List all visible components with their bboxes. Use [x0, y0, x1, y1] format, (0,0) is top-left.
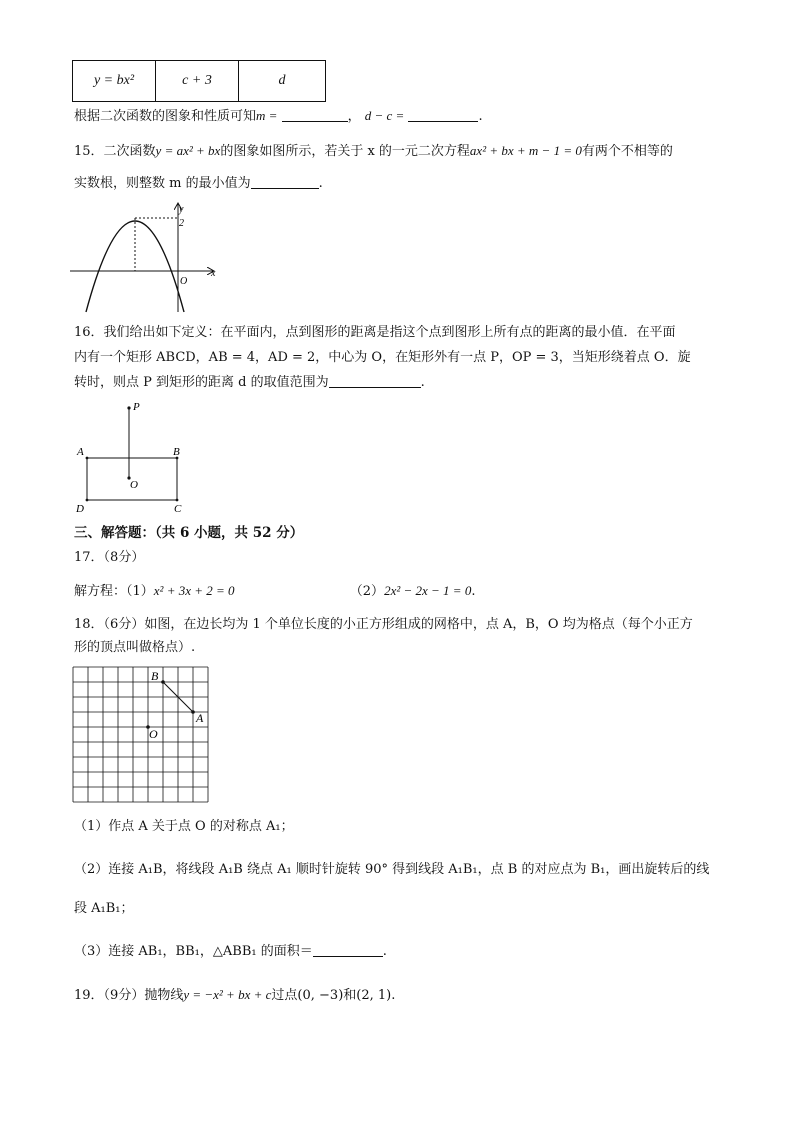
- point-c: [176, 499, 179, 502]
- label-d: D: [76, 503, 84, 515]
- x-label: x: [211, 268, 216, 279]
- q15-parabola-figure: [68, 200, 228, 315]
- q18-grid-figure: [68, 662, 218, 804]
- q16-line-2: 内有一个矩形 ABCD，AB = 4，AD = 2，中心为 O，在矩形外有一点 P，OP = 3，当矩形绕着点 O．旋: [74, 350, 691, 365]
- q18-blank[interactable]: [313, 942, 383, 957]
- label-a: A: [196, 711, 204, 725]
- grid-lines: [73, 667, 208, 802]
- q15-blank[interactable]: [251, 174, 319, 189]
- q14-dc-blank[interactable]: [408, 107, 478, 122]
- point-a: [86, 457, 89, 460]
- q17-head: 17．（8分）: [74, 550, 145, 565]
- label-p: P: [133, 401, 140, 413]
- q18-line-1: 18．（6分）如图，在边长均为 1 个单位长度的小正方形组成的网格中，点 A，B，O 均为格点（每个小正方: [74, 617, 693, 632]
- q18-part-3: （3）连接 AB₁，BB₁，△ABB₁ 的面积＝ .: [74, 944, 387, 959]
- label-o: O: [130, 479, 138, 491]
- q14-m-blank[interactable]: [282, 107, 348, 122]
- q14-answer-line: 根据二次函数的图象和性质可知m = ， d − c = .: [74, 108, 483, 124]
- q15-line-2: 实数根，则整数 m 的最小值为 .: [74, 176, 323, 191]
- point-a: [191, 710, 195, 714]
- q18-part-2b: 段 A₁B₁；: [74, 901, 134, 916]
- label-c: C: [174, 503, 182, 515]
- y-label: y: [179, 204, 184, 215]
- q18-part-2a: （2）连接 A₁B，将线段 A₁B 绕点 A₁ 顺时针旋转 90° 得到线段 A₁B₁，点 B 的对应点为 B₁，画出旋转后的线: [74, 862, 710, 877]
- table-cell-expr: y = bx²: [73, 61, 156, 102]
- q18-part-1: （1）作点 A 关于点 O 的对称点 A₁；: [74, 819, 294, 834]
- q16-line-1: 16．我们给出如下定义：在平面内，点到图形的距离是指这个点到图形上所有点的距离的最小值．在平面: [74, 325, 676, 340]
- q14-table: [72, 60, 326, 102]
- label-a: A: [77, 446, 84, 458]
- q19-line: 19．（9分）抛物线y = −x² + bx + c过点(0, −3)和(2, 1).: [74, 987, 396, 1003]
- q15-line-1: 15．二次函数y = ax² + bx的图象如图所示，若关于 x 的一元二次方程ax² + bx + m − 1 = 0有两个不相等的: [74, 143, 673, 159]
- q16-line-3: 转时，则点 P 到矩形的距离 d 的取值范围为 .: [74, 375, 425, 390]
- q16-rectangle-figure: [72, 398, 192, 516]
- q17-equations: 解方程：（1）x² + 3x + 2 = 0 （2）2x² − 2x − 1 = 0.: [74, 583, 476, 599]
- label-b: B: [151, 669, 159, 683]
- table-cell-c3: c + 3: [156, 61, 239, 102]
- label-b: B: [173, 446, 180, 458]
- tick-label-2: 2: [179, 218, 184, 229]
- point-d: [86, 499, 89, 502]
- table-cell-d: d: [239, 61, 326, 102]
- q16-blank[interactable]: [329, 373, 421, 388]
- point-b: [161, 680, 165, 684]
- q18-line-2: 形的顶点叫做格点）.: [74, 640, 196, 655]
- origin-label: O: [180, 276, 188, 287]
- section-3-title: 三、解答题：（共 6 小题，共 52 分）: [74, 525, 304, 541]
- label-o: O: [149, 727, 158, 741]
- point-p: [127, 406, 130, 409]
